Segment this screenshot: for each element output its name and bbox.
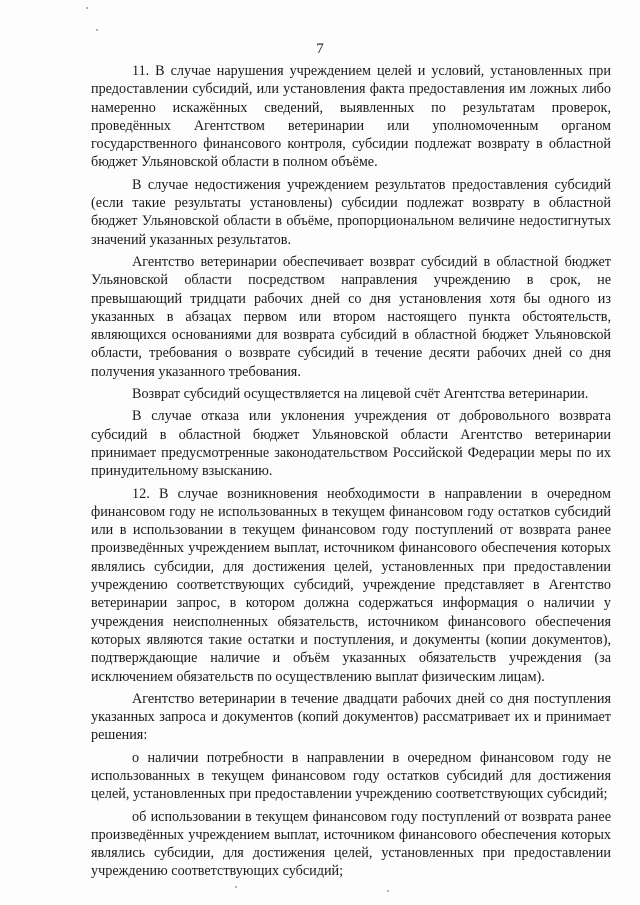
paragraph-11-violation: 11. В случае нарушения учреждением целей и условий, установленных при предоставлении субсидий, или установления факта предоставления им ложных либо намеренно искажённых сведений, выявленных по результатам проверок, проведённых Агентством ветеринарии или уполномоченным органом государственного финансового контроля, субсидии подлежат возврату в областной бюджет Ульяновской области в полном объёме.	[91, 63, 611, 171]
paragraph-12-remaining-funds: 12. В случае возникновения необходимости в направлении в очередном финансовом году не использованных в текущем финансовом году остатков субсидий или в использовании в текущем финансовом году поступлений от возврата ранее произведённых учреждением выплат, источником финансового обеспечения которых являлись субсидии, для достижения целей, установленных при предоставлении учреждению соответствующих субсидий, учреждение представляет в Агентство ветеринарии запрос, в котором должна содержаться информация о наличии у учреждения неисполненных обязательств, источником финансового обеспечения которых являются такие остатки и поступления, и документы (копии документов), подтверждающие наличие и объём указанных обязательств учреждения (за исключением обязательств по осуществлению выплат физическим лицам).	[91, 485, 611, 685]
scan-speck	[387, 890, 389, 892]
scan-speck	[86, 7, 88, 9]
document-body	[91, 62, 611, 885]
paragraph-enforced-collection: В случае отказа или уклонения учреждения от добровольного возврата субсидий в областной бюджет Ульяновской области Агентство ветеринарии принимает предусмотренные законодательством Российской Федерации меры по их принудительному взысканию.	[91, 408, 611, 480]
paragraph-return-procedure: Агентство ветеринарии обеспечивает возврат субсидий в областной бюджет Ульяновской области посредством направления учреждению в срок, не превышающий тридцати рабочих дней со дня установления хотя бы одного из указанных в абзацах первом или втором настоящего пункта обстоятельств, являющихся основаниями для возврата субсидий в областной бюджет Ульяновской области, требования о возврате субсидий в течение десяти рабочих дней со дня получения указанного требования.	[91, 253, 611, 380]
scan-speck	[235, 886, 237, 888]
scan-speck	[96, 29, 98, 31]
paragraph-decision-receipts: об использовании в текущем финансовом году поступлений от возврата ранее произведённых учреждением выплат, источником финансового обеспечения которых являлись субсидии, для достижения целей, установленных при предоставлении учреждению соответствующих субсидий;	[91, 808, 611, 880]
page-number: 7	[316, 41, 324, 57]
paragraph-return-account: Возврат субсидий осуществляется на лицевой счёт Агентства ветеринарии.	[132, 386, 589, 403]
paragraph-decision-remaining: о наличии потребности в направлении в очередном финансовом году не использованных в текущем финансовом году остатков субсидий для достижения целей, установленных при предоставлении учреждению соответствующих субсидий;	[91, 749, 611, 803]
paragraph-results-not-achieved: В случае недостижения учреждением результатов предоставления субсидий (если такие результаты установлены) субсидии подлежат возврату в областной бюджет Ульяновской области в объёме, пропорциональном величине недостигнутых значений указанных результатов.	[91, 176, 611, 248]
paragraph-agency-decisions: Агентство ветеринарии в течение двадцати рабочих дней со дня поступления указанных запроса и документов (копий документов) рассматривает их и принимает решения:	[91, 690, 611, 744]
